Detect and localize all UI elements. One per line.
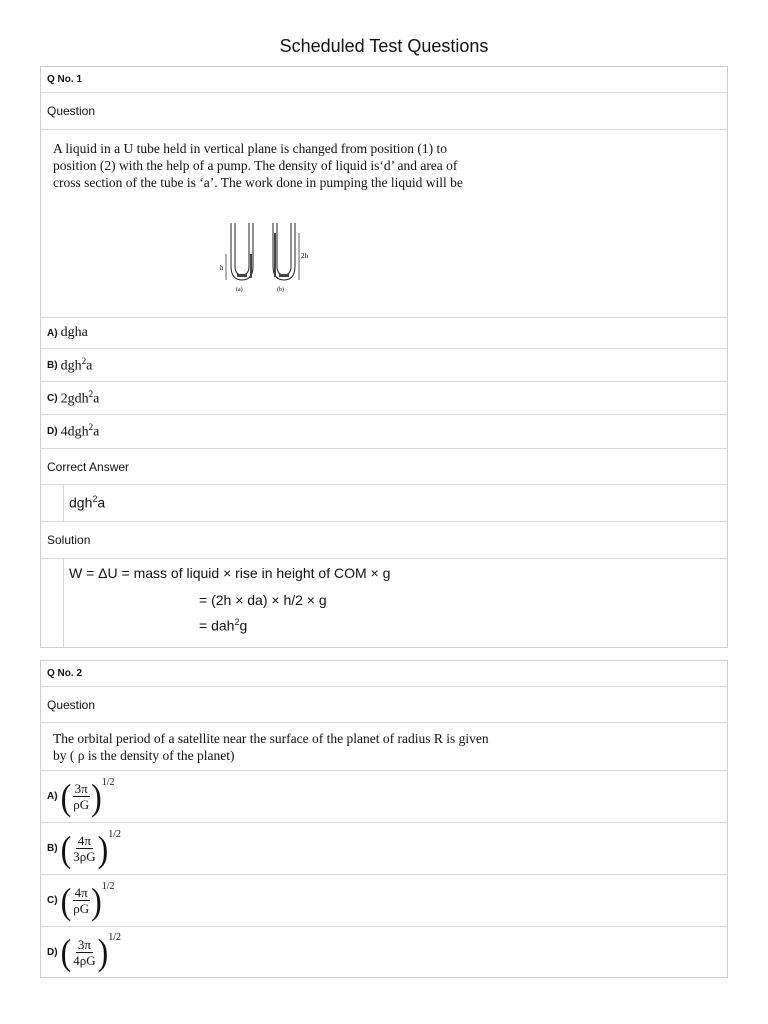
question-card-1 (40, 66, 728, 648)
option-b[interactable] (41, 823, 727, 875)
question-number: Q No. 2 (47, 668, 83, 679)
option-a[interactable] (41, 318, 727, 349)
question-label-row (41, 93, 727, 130)
option-formula: ( $\frac{4\pi}{\rho G}$ ) 1/2 (60, 879, 115, 922)
question-card-2 (40, 660, 728, 978)
question-body (41, 723, 727, 771)
option-formula: ( $\frac{3\pi}{4\rho G}$ ) 1/2 (60, 931, 122, 973)
option-key: D) (47, 946, 58, 958)
option-key: A) (47, 791, 58, 802)
figure-label-2h: 2h (301, 252, 308, 260)
solution-label-row (41, 522, 727, 559)
solution-label: Solution (47, 533, 91, 547)
option-c[interactable] (41, 382, 727, 415)
solution-line-2: = (2h × da) × h/2 × g (199, 592, 327, 608)
option-a[interactable] (41, 771, 727, 823)
correct-answer-label: Correct Answer (47, 459, 130, 474)
option-key: D) (47, 426, 58, 437)
option-d[interactable] (41, 927, 727, 977)
correct-answer-row (41, 485, 727, 522)
question-label-row (41, 687, 727, 723)
question-text: The orbital period of a satellite near the surface of the planet of radius R is given by ( ρ is the density of the planet) (53, 731, 489, 763)
option-value: 2gdh$^2$a (60, 388, 100, 407)
question-label: Question (47, 697, 96, 712)
option-key: A) (47, 327, 58, 339)
option-value: 4dgh$^2$a (60, 422, 100, 440)
option-b[interactable] (41, 349, 727, 382)
question-number-row (41, 67, 727, 93)
solution-body (41, 559, 727, 647)
option-key: B) (47, 843, 58, 854)
option-value: dgha (60, 325, 88, 340)
option-formula: ( $\frac{3\pi}{\rho G}$ ) 1/2 (60, 775, 115, 818)
option-key: B) (47, 359, 58, 371)
option-c[interactable] (41, 875, 727, 927)
correct-answer-value: dgh$^2$a (69, 494, 106, 511)
question-number-row (41, 661, 727, 687)
solution-line-1: W = ΔU = mass of liquid × rise in height of COM × g (69, 565, 391, 581)
figure-label-b: (b) (277, 287, 284, 293)
question-number: Q No. 1 (47, 74, 83, 85)
question-label: Question (47, 104, 96, 118)
u-tube-figure (217, 218, 337, 308)
option-formula: ( $\frac{4\pi}{3\rho G}$ ) 1/2 (60, 827, 122, 870)
option-d[interactable] (41, 415, 727, 449)
page-title: Scheduled Test Questions (279, 36, 489, 56)
correct-answer-label-row (41, 449, 727, 485)
option-value: dgh$^2$a (60, 355, 93, 374)
figure-label-h: h (220, 264, 224, 272)
option-key: C) (47, 392, 58, 404)
option-key: C) (47, 895, 58, 906)
question-text: A liquid in a U tube held in vertical plane is changed from position (1) to position (2) with the help of a pump. The density of liquid is‘d’ and area of cross section of the tube is ‘a’. The work done in pumping the liquid will be (53, 141, 463, 190)
figure-label-a: (a) (236, 287, 243, 293)
question-body (41, 130, 727, 318)
solution-line-3: = dah$^2$g (199, 617, 248, 634)
